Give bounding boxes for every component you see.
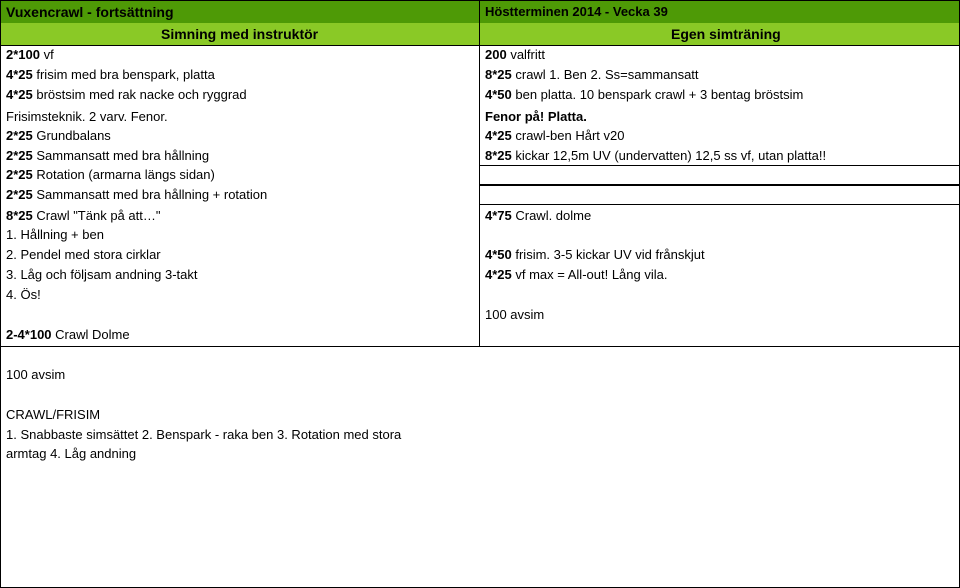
- left-row-18: armtag 4. Låg andning: [6, 446, 137, 461]
- left-row-11: 2. Pendel med stora cirklar: [6, 247, 161, 262]
- right-row-2: 8*25 crawl 1. Ben 2. Ss=sammansatt: [485, 67, 699, 82]
- header-bar: [1, 1, 959, 24]
- right-row-5: 4*25 crawl-ben Hårt v20: [485, 128, 625, 143]
- right-row-10: 100 avsim: [485, 307, 545, 322]
- left-row-5: 2*25 Grundbalans: [6, 128, 111, 143]
- self-training-heading: Egen simträning: [671, 26, 781, 42]
- left-row-7: 2*25 Rotation (armarna längs sidan): [6, 167, 215, 182]
- right-row-4: Fenor på! Platta.: [485, 109, 587, 124]
- empty-box-2: [479, 185, 959, 205]
- left-row-6: 2*25 Sammansatt med bra hållning: [6, 148, 210, 163]
- left-row-3: 4*25 bröstsim med rak nacke och ryggrad: [6, 87, 247, 102]
- left-row-16: CRAWL/FRISIM: [6, 407, 101, 422]
- left-row-2: 4*25 frisim med bra benspark, platta: [6, 67, 215, 82]
- term-label: Höstterminen 2014 - Vecka 39: [485, 4, 668, 19]
- left-row-12: 3. Låg och följsam andning 3-takt: [6, 267, 198, 282]
- left-row-14: 2-4*100 Crawl Dolme: [6, 327, 130, 342]
- right-row-6: 8*25 kickar 12,5m UV (undervatten) 12,5 ss vf, utan platta!!: [485, 148, 827, 163]
- section-divider: [1, 346, 959, 347]
- sheet-title: Vuxencrawl - fortsättning: [6, 4, 174, 20]
- left-row-1: 2*100 vf: [6, 47, 54, 62]
- right-row-7: 4*75 Crawl. dolme: [485, 208, 592, 223]
- instructor-heading: Simning med instruktör: [161, 26, 319, 42]
- left-row-9: 8*25 Crawl "Tänk på att…": [6, 208, 161, 223]
- right-row-1: 200 valfritt: [485, 47, 545, 62]
- subheader-bar: [1, 23, 959, 46]
- left-row-10: 1. Hållning + ben: [6, 227, 104, 242]
- left-row-8: 2*25 Sammansatt med bra hållning + rotation: [6, 187, 268, 202]
- left-row-17: 1. Snabbaste simsättet 2. Benspark - raka ben 3. Rotation med stora: [6, 427, 402, 442]
- right-row-8: 4*50 frisim. 3-5 kickar UV vid frånskjut: [485, 247, 705, 262]
- left-row-13: 4. Ös!: [6, 287, 41, 302]
- right-row-3: 4*50 ben platta. 10 benspark crawl + 3 bentag bröstsim: [485, 87, 804, 102]
- empty-box-1: [479, 165, 959, 185]
- left-row-15: 100 avsim: [6, 367, 66, 382]
- left-row-4: Frisimsteknik. 2 varv. Fenor.: [6, 109, 168, 124]
- right-row-9: 4*25 vf max = All-out! Lång vila.: [485, 267, 668, 282]
